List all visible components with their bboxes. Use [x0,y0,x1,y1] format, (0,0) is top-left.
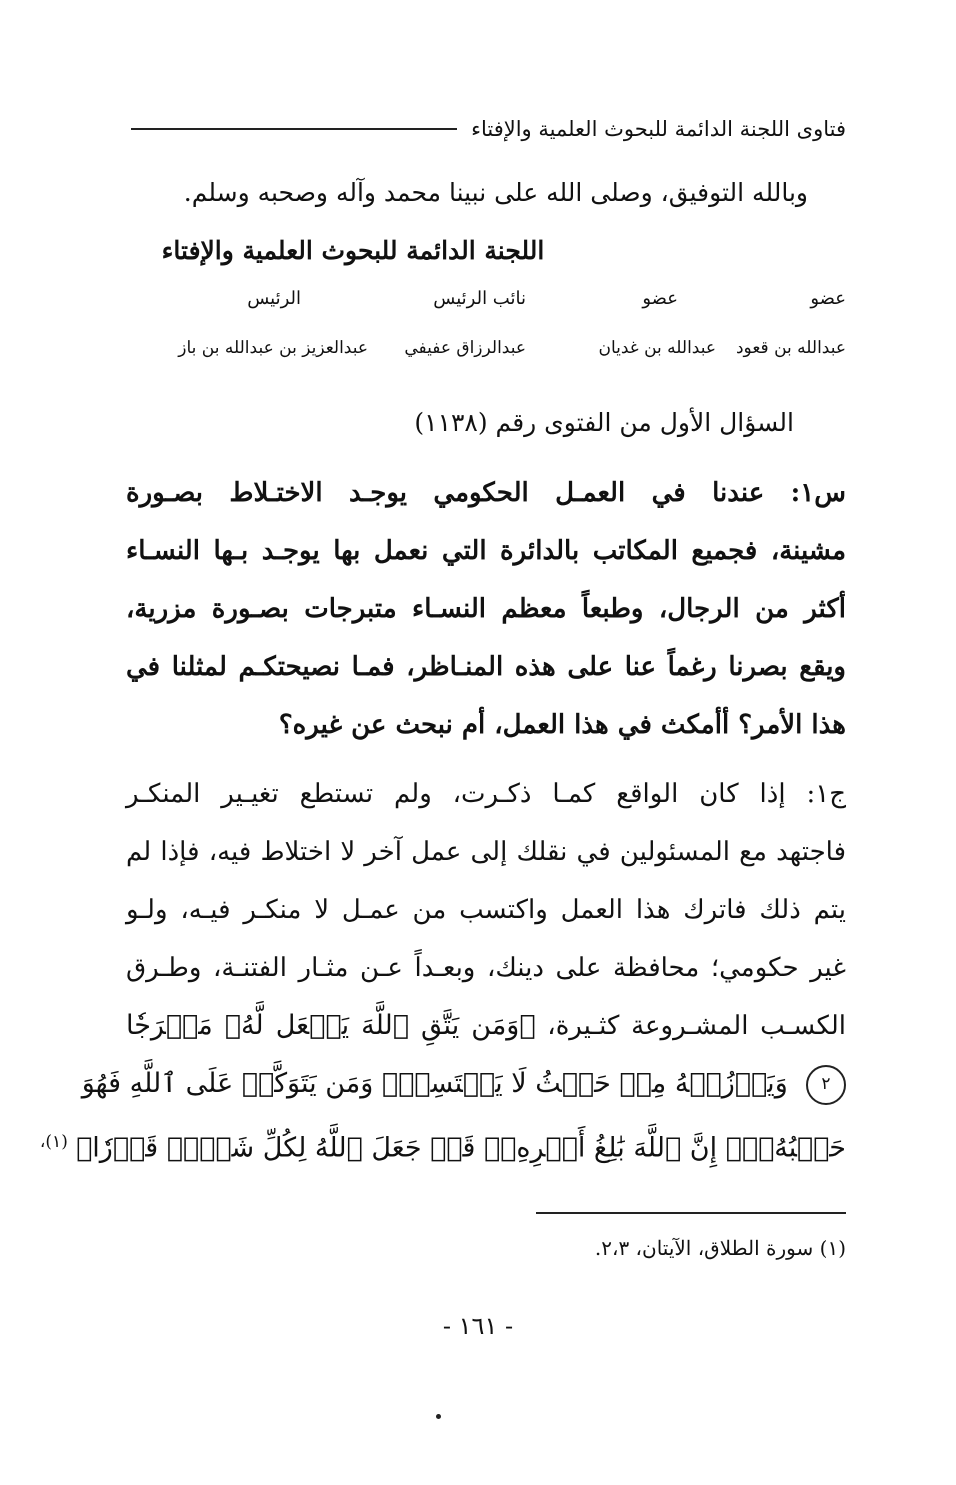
closing-line: وبالله التوفيق، وصلى الله على نبينا محمد وآله وصحبه وسلم. [183,178,808,207]
answer-verse-line [81,1055,846,1113]
answer-line: يتم ذلك فاترك هذا العمل واكتسب من عمـل لا منكـر فيـه، ولـو [126,895,846,925]
stray-dot [436,1414,441,1419]
answer-line: ج١: إذا كان الواقع كمـا ذكـرت، ولم تستطع تغيـير المنكـر [126,779,846,809]
answer-lead: الكسـب المشـروعة كثـيرة، [547,1011,847,1041]
question-line: هذا الأمر؟ أأمكث في هذا العمل، أم نبحث عن غيره؟ [278,710,846,740]
signatory-name: عبدالله بن قعود [735,338,846,358]
question-line: أكثر من الرجال، وطبعاً معظم النسـاء متبرجات بصـورة مزرية، [126,594,846,624]
verse-marker-icon: ٢ [806,1065,846,1105]
question-text [126,464,846,754]
answer-verse-line [39,1113,846,1171]
signatory-name: عبدالله بن غديان [598,338,716,358]
footnote-rule [536,1212,846,1214]
question-line: ويقع بصرنا رغماً عنا على هذه المنـاظر، فمـا نصيحتكـم لمثلنا في [126,652,846,682]
signatory-name: عبدالرزاق عفيفي [404,338,526,358]
page-number: - ١٦١ - [442,1312,514,1340]
header-rule [131,128,457,130]
footnote-ref: (١)، [39,1132,68,1152]
signatory-role: الرئيس [247,288,301,309]
signatory-name: عبدالعزيز بن عبدالله بن باز [178,338,368,358]
signatory-roles [116,288,846,318]
signatory-role: عضو [642,288,678,309]
question-line: مشينة، فجميع المكاتب بالدائرة التي نعمل بها يوجـد بـها النسـاء [126,536,846,566]
running-header [131,112,846,146]
quran-verse: ﴿وَمَن يَتَّقِ ٱللَّهَ يَجۡعَل لَّهُۥ مَخۡرَجٗا [126,1010,536,1041]
signatory-names [116,338,846,368]
quran-verse: وَيَرۡزُقۡهُ مِنۡ حَيۡثُ لَا يَحۡتَسِبُۚ وَمَن يَتَوَكَّلۡ عَلَى ٱللَّهِ فَهُوَ [81,1068,788,1099]
signatory-role: نائب الرئيس [433,288,526,309]
committee-name: اللجنة الدائمة للبحوث العلمية والإفتاء [161,236,545,265]
signatory-role: عضو [810,288,846,309]
answer-text [39,765,847,1171]
quran-verse: حَسۡبُهُۥٓۚ إِنَّ ٱللَّهَ بَٰلِغُ أَمۡرِهِۦۚ قَدۡ جَعَلَ ٱللَّهُ لِكُلِّ شَيۡءٖ قَدۡرٗا﴾ [76,1132,846,1164]
answer-line: فاجتهد مع المسئولين في نقلك إلى عمل آخر لا اختلاط فيه، فإذا لم [126,837,846,867]
answer-line: غير حكومي؛ محافظة على دينك، وبعـداً عـن مثـار الفتنـة، وطـرق [126,953,846,983]
question-line: س١: عندنا في العمـل الحكومي يوجـد الاختـلاط بصـورة [126,478,846,508]
header-title: فتاوى اللجنة الدائمة للبحوث العلمية والإفتاء [471,117,846,141]
fatwa-question-number: السؤال الأول من الفتوى رقم (١١٣٨) [414,408,794,437]
footnote: (١) سورة الطلاق، الآيتان، ٢،٣. [594,1236,846,1260]
answer-verse-line [126,997,846,1055]
